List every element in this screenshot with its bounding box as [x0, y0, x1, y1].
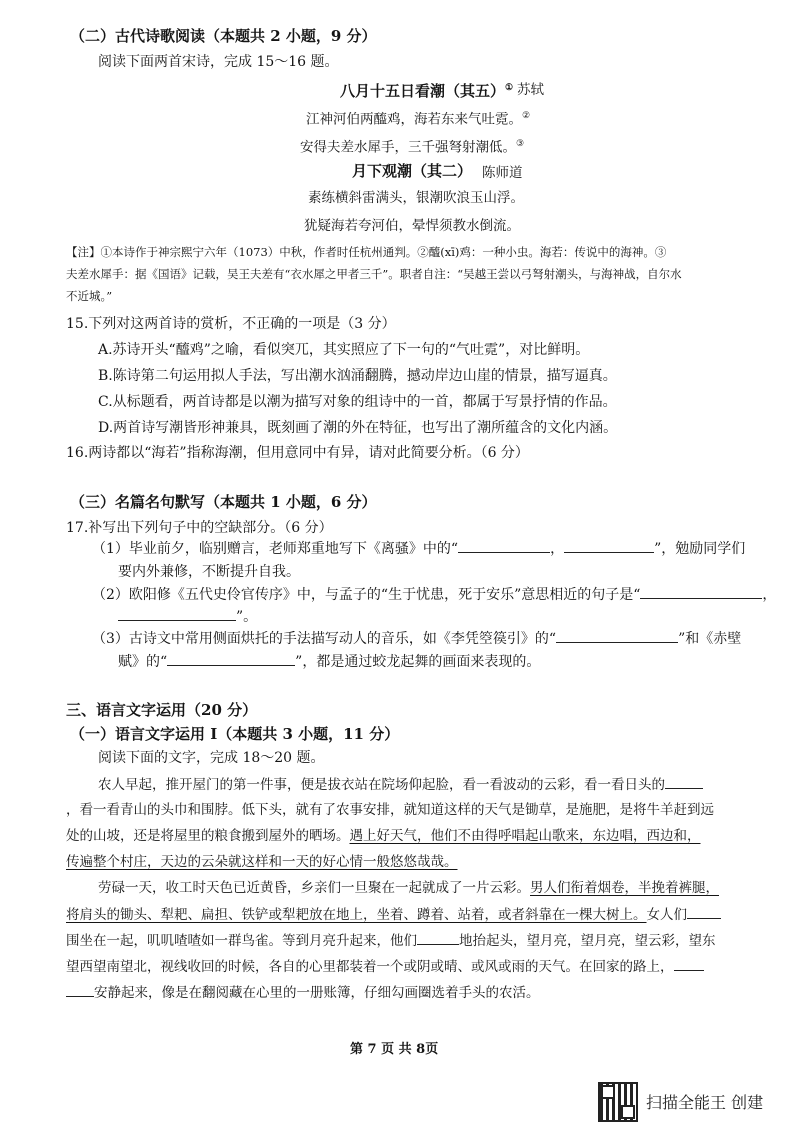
poem2-title: 月下观潮（其二） — [352, 162, 473, 180]
answer-blank[interactable] — [687, 904, 721, 919]
answer-blank[interactable] — [167, 651, 295, 666]
answer-blank[interactable] — [674, 956, 704, 971]
question-17-part2-cont: ”。 — [118, 606, 257, 627]
answer-blank[interactable] — [640, 584, 762, 599]
poem-note-line2: 夫差水犀手：据《国语》记载，吴王夫差有“衣水犀之甲者三千”。职者自注：“吴越王尝以弓弩射潮头，与海神战，自尔水 — [66, 267, 682, 281]
passage-line: 劳碌一天，收工时天色已近黄昏，乡亲们一旦聚在一起就成了一片云彩。男人们衔着烟卷，半挽着裤腿， — [98, 880, 719, 896]
underlined-sentence: 遇上好天气，他们不由得呼唱起山歌来，东边唱，西边和， — [349, 828, 701, 844]
question-15-stem: 15.下列对这两首诗的赏析，不正确的一项是（3 分） — [66, 316, 396, 332]
poem-note-line3: 不近城。” — [66, 289, 113, 303]
answer-blank[interactable] — [556, 628, 678, 643]
question-15-option-d: D.两首诗写潮皆形神兼具，既刻画了潮的外在特征，也写出了潮所蕴含的文化内涵。 — [98, 420, 618, 436]
answer-blank[interactable] — [118, 606, 236, 621]
question-15-option-c: C.从标题看，两首诗都是以潮为描写对象的组诗中的一首，都属于写景抒情的作品。 — [98, 394, 617, 410]
question-15-option-a: A.苏诗开头“醯鸡”之喻，看似突兀，其实照应了下一句的“气吐霓”，对比鲜明。 — [98, 342, 590, 358]
poem2-line1: 素练横斜雷满头，银潮吹浪玉山浮。 — [308, 190, 524, 206]
passage-line: ，看一看青山的头巾和围脖。低下头，就有了农事安排，就知道这样的天气是锄草，是施肥，是将牛羊赶到远 — [66, 802, 714, 818]
question-17-part1-cont: 要内外兼修，不断提升自我。 — [118, 564, 300, 580]
answer-blank[interactable] — [665, 774, 703, 789]
answer-blank[interactable] — [66, 982, 94, 997]
question-15-option-b: B.陈诗第二句运用拟人手法，写出潮水汹涌翻腾，撼动岸边山崖的情景，描写逼真。 — [98, 368, 617, 384]
question-17-part2: （2）欧阳修《五代史伶官传序》中，与孟子的“生于忧患，死于安乐”意思相近的句子是“ ， — [92, 584, 776, 605]
part3-sub-heading: （一）语言文字运用 Ⅰ（本题共 3 小题，11 分） — [70, 725, 400, 743]
question-17-part3-cont: 赋》的“ ”，都是通过蛟龙起舞的画面来表现的。 — [118, 651, 540, 672]
answer-blank[interactable] — [564, 538, 654, 553]
passage-line: 处的山坡，还是将屋里的粮食搬到屋外的晒场。遇上好天气，他们不由得呼唱起山歌来，东边唱，西边和， — [66, 828, 701, 844]
question-17-stem: 17.补写出下列句子中的空缺部分。（6 分） — [66, 520, 333, 536]
poem-note-line1: 【注】①本诗作于神宗熙宁六年（1073）中秋，作者时任杭州通判。②醯(xī)鸡：一种小虫。海若：传说中的海神。③ — [66, 245, 667, 259]
poem1-line2: 安得夫差水犀手，三千强弩射潮低。③ — [300, 139, 525, 156]
passage-line: 农人早起，推开屋门的第一件事，便是拔衣站在院场仰起脸，看一看波动的云彩，看一看日头的 — [98, 774, 703, 795]
question-16-stem: 16.两诗都以“海若”指称海潮，但用意同中有异，请对此简要分析。（6 分） — [66, 445, 529, 461]
answer-blank[interactable] — [458, 538, 550, 553]
poem2-author: 陈师道 — [482, 165, 523, 181]
poem1-author: 苏轼 — [517, 82, 544, 98]
qr-code-icon — [598, 1082, 638, 1122]
poem1-title: 八月十五日看潮（其五）① — [340, 82, 514, 100]
passage-line: 望西望南望北，视线收回的时候，各自的心里都装着一个或阴或晴、或风或雨的天气。在回家的路上， — [66, 956, 704, 977]
passage-line: 安静起来，像是在翻阅藏在心里的一册账簿，仔细勾画圈选着手头的农活。 — [66, 982, 540, 1003]
question-17-part3: （3）古诗文中常用侧面烘托的手法描写动人的音乐，如《李凭箜篌引》的“ ”和《赤壁 — [92, 628, 741, 649]
scanner-watermark: 扫描全能王 创建 — [646, 1093, 764, 1112]
passage-instruction: 阅读下面的文字，完成 18～20 题。 — [98, 750, 325, 766]
poem1-line1: 江神河伯两醯鸡，海若东来气吐霓。② — [306, 111, 531, 128]
underlined-sentence: 将肩头的锄头、犁耙、扁担、铁铲或犁耙放在地上，坐着、蹲着、站着，或者斜靠在一棵大树上。 — [66, 907, 647, 923]
section-heading-recitation: （三）名篇名句默写（本题共 1 小题，6 分） — [70, 493, 377, 511]
underlined-sentence: 男人们衔着烟卷，半挽着裤腿， — [530, 880, 719, 896]
question-17-part1: （1）毕业前夕，临别赠言，老师郑重地写下《离骚》中的“ ， ”，勉励同学们 — [92, 538, 745, 559]
part3-heading: 三、语言文字运用（20 分） — [66, 701, 258, 719]
poetry-instruction: 阅读下面两首宋诗，完成 15～16 题。 — [98, 54, 339, 70]
passage-line: 围坐在一起，叽叽喳喳如一群鸟雀。等到月亮升起来，他们 地抬起头，望月亮，望月亮，望云彩，望东 — [66, 930, 716, 951]
page-number: 第 7 页 共 8页 — [350, 1042, 439, 1057]
poem2-line2: 犹疑海若夸河伯，晕悍须教水倒流。 — [304, 218, 520, 234]
section-heading-poetry: （二）古代诗歌阅读（本题共 2 小题，9 分） — [70, 27, 377, 45]
passage-line: 将肩头的锄头、犁耙、扁担、铁铲或犁耙放在地上，坐着、蹲着、站着，或者斜靠在一棵大树上。女人们 — [66, 904, 721, 925]
passage-line-underlined: 传遍整个村庄，天边的云朵就这样和一天的好心情一般悠悠哉哉。 — [66, 854, 458, 870]
answer-blank[interactable] — [417, 930, 459, 945]
